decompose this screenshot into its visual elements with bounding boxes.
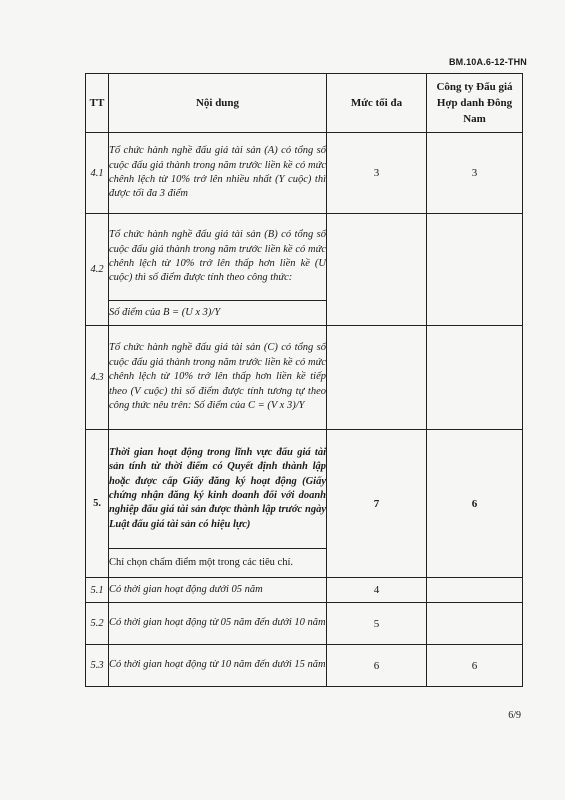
row-content: Có thời gian hoạt động từ 10 năm đến dưới 15 năm xyxy=(109,645,327,687)
row-company-score xyxy=(427,326,523,430)
table-row xyxy=(86,214,523,301)
page-number: 6/9 xyxy=(508,710,521,721)
header-content: Nội dung xyxy=(109,74,327,133)
table-header-row xyxy=(86,74,523,133)
row-note: Chỉ chọn chấm điểm một trong các tiêu chí. xyxy=(109,549,327,578)
row-content: Thời gian hoạt động trong lĩnh vực đấu giá tài sản tính từ thời điểm có Quyết định thành lập hoặc được cấp Giấy đăng ký hoạt động (Giấy chứng nhận đăng ký kinh doanh đối với doanh nghiệp đấu giá tài sản được thành lập trước ngày Luật đấu giá tài sản có hiệu lực) xyxy=(109,430,327,549)
header-company: Công ty Đấu giá Hợp danh Đông Nam xyxy=(427,74,523,133)
row-number: 5.2 xyxy=(86,603,109,645)
row-content: Tổ chức hành nghề đấu giá tài sản (A) có tổng số cuộc đấu giá thành trong năm trước liền kề có mức chênh lệch từ 10% trở lên nhiều nhất (Y cuộc) thì được tối đa 3 điểm xyxy=(109,133,327,214)
row-max-score: 3 xyxy=(327,133,427,214)
row-company-score: 6 xyxy=(427,645,523,687)
row-company-score xyxy=(427,214,523,326)
row-max-score: 4 xyxy=(327,578,427,603)
row-max-score: 5 xyxy=(327,603,427,645)
row-content: Tổ chức hành nghề đấu giá tài sản (B) có tổng số cuộc đấu giá thành trong năm trước liền kề có mức chênh lệch từ 10% trở lên thấp hơn liền kề (U cuộc) thì số điểm được tính theo công thức: xyxy=(109,214,327,301)
row-content: Có thời gian hoạt động dưới 05 năm xyxy=(109,578,327,603)
row-number: 4.1 xyxy=(86,133,109,214)
row-company-score xyxy=(427,603,523,645)
table-row xyxy=(86,430,523,549)
row-max-score: 6 xyxy=(327,645,427,687)
row-max-score: 7 xyxy=(327,430,427,578)
table-row xyxy=(86,326,523,430)
row-formula: Số điểm của B = (U x 3)/Y xyxy=(109,301,327,326)
row-number: 5.3 xyxy=(86,645,109,687)
row-company-score xyxy=(427,578,523,603)
table-row xyxy=(86,578,523,603)
row-max-score xyxy=(327,214,427,326)
header-tt: TT xyxy=(86,74,109,133)
row-number: 4.3 xyxy=(86,326,109,430)
header-max-score: Mức tối đa xyxy=(327,74,427,133)
row-number: 5.1 xyxy=(86,578,109,603)
row-company-score: 6 xyxy=(427,430,523,578)
table-row xyxy=(86,645,523,687)
row-content: Có thời gian hoạt động từ 05 năm đến dưới 10 năm xyxy=(109,603,327,645)
row-max-score xyxy=(327,326,427,430)
row-number: 5. xyxy=(86,430,109,578)
row-company-score: 3 xyxy=(427,133,523,214)
row-content: Tổ chức hành nghề đấu giá tài sản (C) có tổng số cuộc đấu giá thành trong năm trước liền kề có mức chênh lệch từ 10% trở lên thấp hơn liền kề tiếp theo (V cuộc) thì số điểm được tính tương tự theo công thức nêu trên: Số điểm của C = (V x 3)/Y xyxy=(109,326,327,430)
row-number: 4.2 xyxy=(86,214,109,326)
table-row xyxy=(86,133,523,214)
document-code: BM.10A.6-12-THN xyxy=(448,57,527,67)
table-row xyxy=(86,603,523,645)
scoring-table xyxy=(85,73,523,687)
